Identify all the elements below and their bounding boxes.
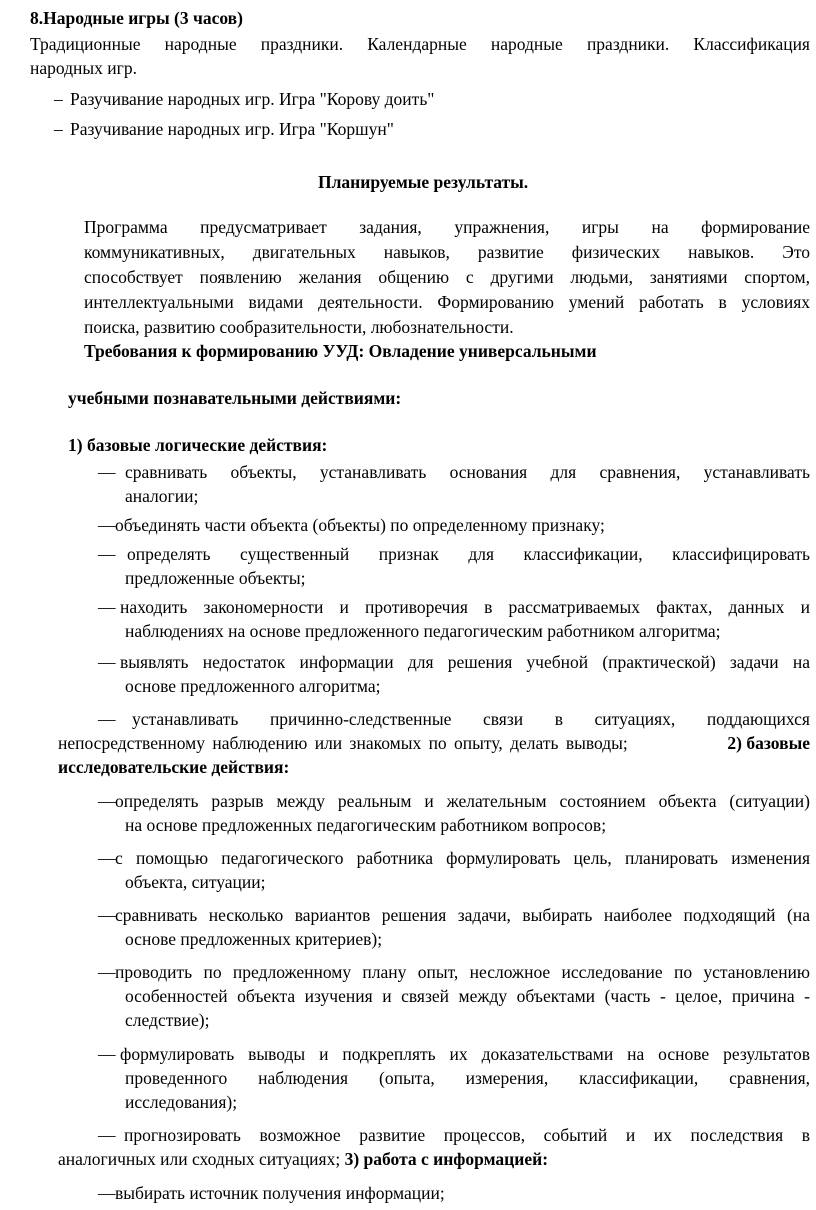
list-item-cont: на основе предложенных педагогическим работником вопросов; xyxy=(125,815,607,835)
program-line: интеллектуальными видами деятельности. Формированию умений работать в условиях xyxy=(84,292,810,312)
bullet-dash: — xyxy=(98,962,116,982)
list-item-cont: основе предложенного алгоритма; xyxy=(125,676,381,696)
paragraph-line xyxy=(58,731,810,755)
bullet-dash: — xyxy=(98,1044,116,1064)
program-line: Программа предусматривает задания, упражнения, игры на формирование xyxy=(84,217,810,237)
list-item-cont: аналогии; xyxy=(125,486,199,506)
research-title: 2) базовые xyxy=(727,733,810,753)
list-item: сравнивать несколько вариантов решения задачи, выбирать наиболее подходящий (на xyxy=(115,905,810,925)
paragraph-text: аналогичных или сходных ситуациях; xyxy=(58,1149,341,1169)
info-title: 3) работа с информацией: xyxy=(344,1149,549,1169)
list-item-cont: следствие); xyxy=(125,1010,210,1030)
list-item-cont: проведенного наблюдения (опыта, измерения, классификации, сравнения, xyxy=(125,1068,810,1088)
list-item-cont: особенностей объекта изучения и связей между объектами (часть - целое, причина - xyxy=(125,986,810,1006)
list-item: находить закономерности и противоречия в рассматриваемых фактах, данных и xyxy=(120,597,810,617)
logic-title: 1) базовые логические действия: xyxy=(68,435,328,455)
list-item: Разучивание народных игр. Игра "Коршун" xyxy=(70,119,394,139)
bullet-dash: — xyxy=(98,848,116,868)
requirements-title: Требования к формированию УУД: Овладение универсальными xyxy=(84,341,597,361)
bullet-dash: — xyxy=(98,709,116,729)
bullet-dash: — xyxy=(98,1125,116,1145)
list-item: объединять части объекта (объекты) по определенному признаку; xyxy=(115,515,605,535)
section-title: 8.Народные игры (3 часов) xyxy=(30,8,243,28)
program-line: поиска, развитию сообразительности, любознательности. xyxy=(84,317,514,337)
list-item: сравнивать объекты, устанавливать основания для сравнения, устанавливать xyxy=(125,462,810,482)
list-item: определять разрыв между реальным и желательным состоянием объекта (ситуации) xyxy=(115,791,810,811)
list-item: с помощью педагогического работника формулировать цель, планировать изменения xyxy=(115,848,810,868)
list-item-cont: основе предложенных критериев); xyxy=(125,929,383,949)
list-item-cont: исследования); xyxy=(125,1092,238,1112)
intro-line: народных игр. xyxy=(30,58,137,78)
bullet-dash: — xyxy=(98,544,116,564)
bullet-dash: — xyxy=(98,652,116,672)
bullet-dash: — xyxy=(98,515,116,535)
bullet-dash: – xyxy=(54,89,63,109)
list-item-cont: предложенные объекты; xyxy=(125,568,306,588)
list-item: выбирать источник получения информации; xyxy=(115,1183,445,1203)
list-item: формулировать выводы и подкреплять их доказательствами на основе результатов xyxy=(120,1044,810,1064)
research-title-cont: исследовательские действия: xyxy=(58,757,290,777)
bullet-dash: – xyxy=(54,119,63,139)
requirements-subtitle: учебными познавательными действиями: xyxy=(68,388,402,408)
list-item: Разучивание народных игр. Игра "Корову доить" xyxy=(70,89,435,109)
paragraph-line: прогнозировать возможное развитие процессов, событий и их последствия в xyxy=(124,1125,810,1145)
planned-title: Планируемые результаты. xyxy=(318,172,529,192)
bullet-dash: — xyxy=(98,1183,116,1203)
program-line: способствует появлению желания общению с другими людьми, занятиями спортом, xyxy=(84,267,810,287)
list-item-cont: наблюдениях на основе предложенного педагогическим работником алгоритма; xyxy=(125,621,721,641)
list-item: определять существенный признак для классификации, классифицировать xyxy=(127,544,810,564)
list-item: проводить по предложенному плану опыт, несложное исследование по установлению xyxy=(115,962,810,982)
intro-line: Традиционные народные праздники. Календарные народные праздники. Классификация xyxy=(30,34,810,54)
bullet-dash: — xyxy=(98,597,116,617)
bullet-dash: — xyxy=(98,791,116,811)
list-item-cont: объекта, ситуации; xyxy=(125,872,266,892)
paragraph-line xyxy=(58,1147,548,1171)
bullet-dash: — xyxy=(98,462,116,482)
program-line: коммуникативных, двигательных навыков, развитие физических навыков. Это xyxy=(84,242,810,262)
bullet-dash: — xyxy=(98,905,116,925)
paragraph-text: непосредственному наблюдению или знакомых по опыту, делать выводы; xyxy=(58,733,628,753)
list-item: выявлять недостаток информации для решения учебной (практической) задачи на xyxy=(120,652,810,672)
paragraph-line: устанавливать причинно-следственные связи в ситуациях, поддающихся xyxy=(132,709,810,729)
